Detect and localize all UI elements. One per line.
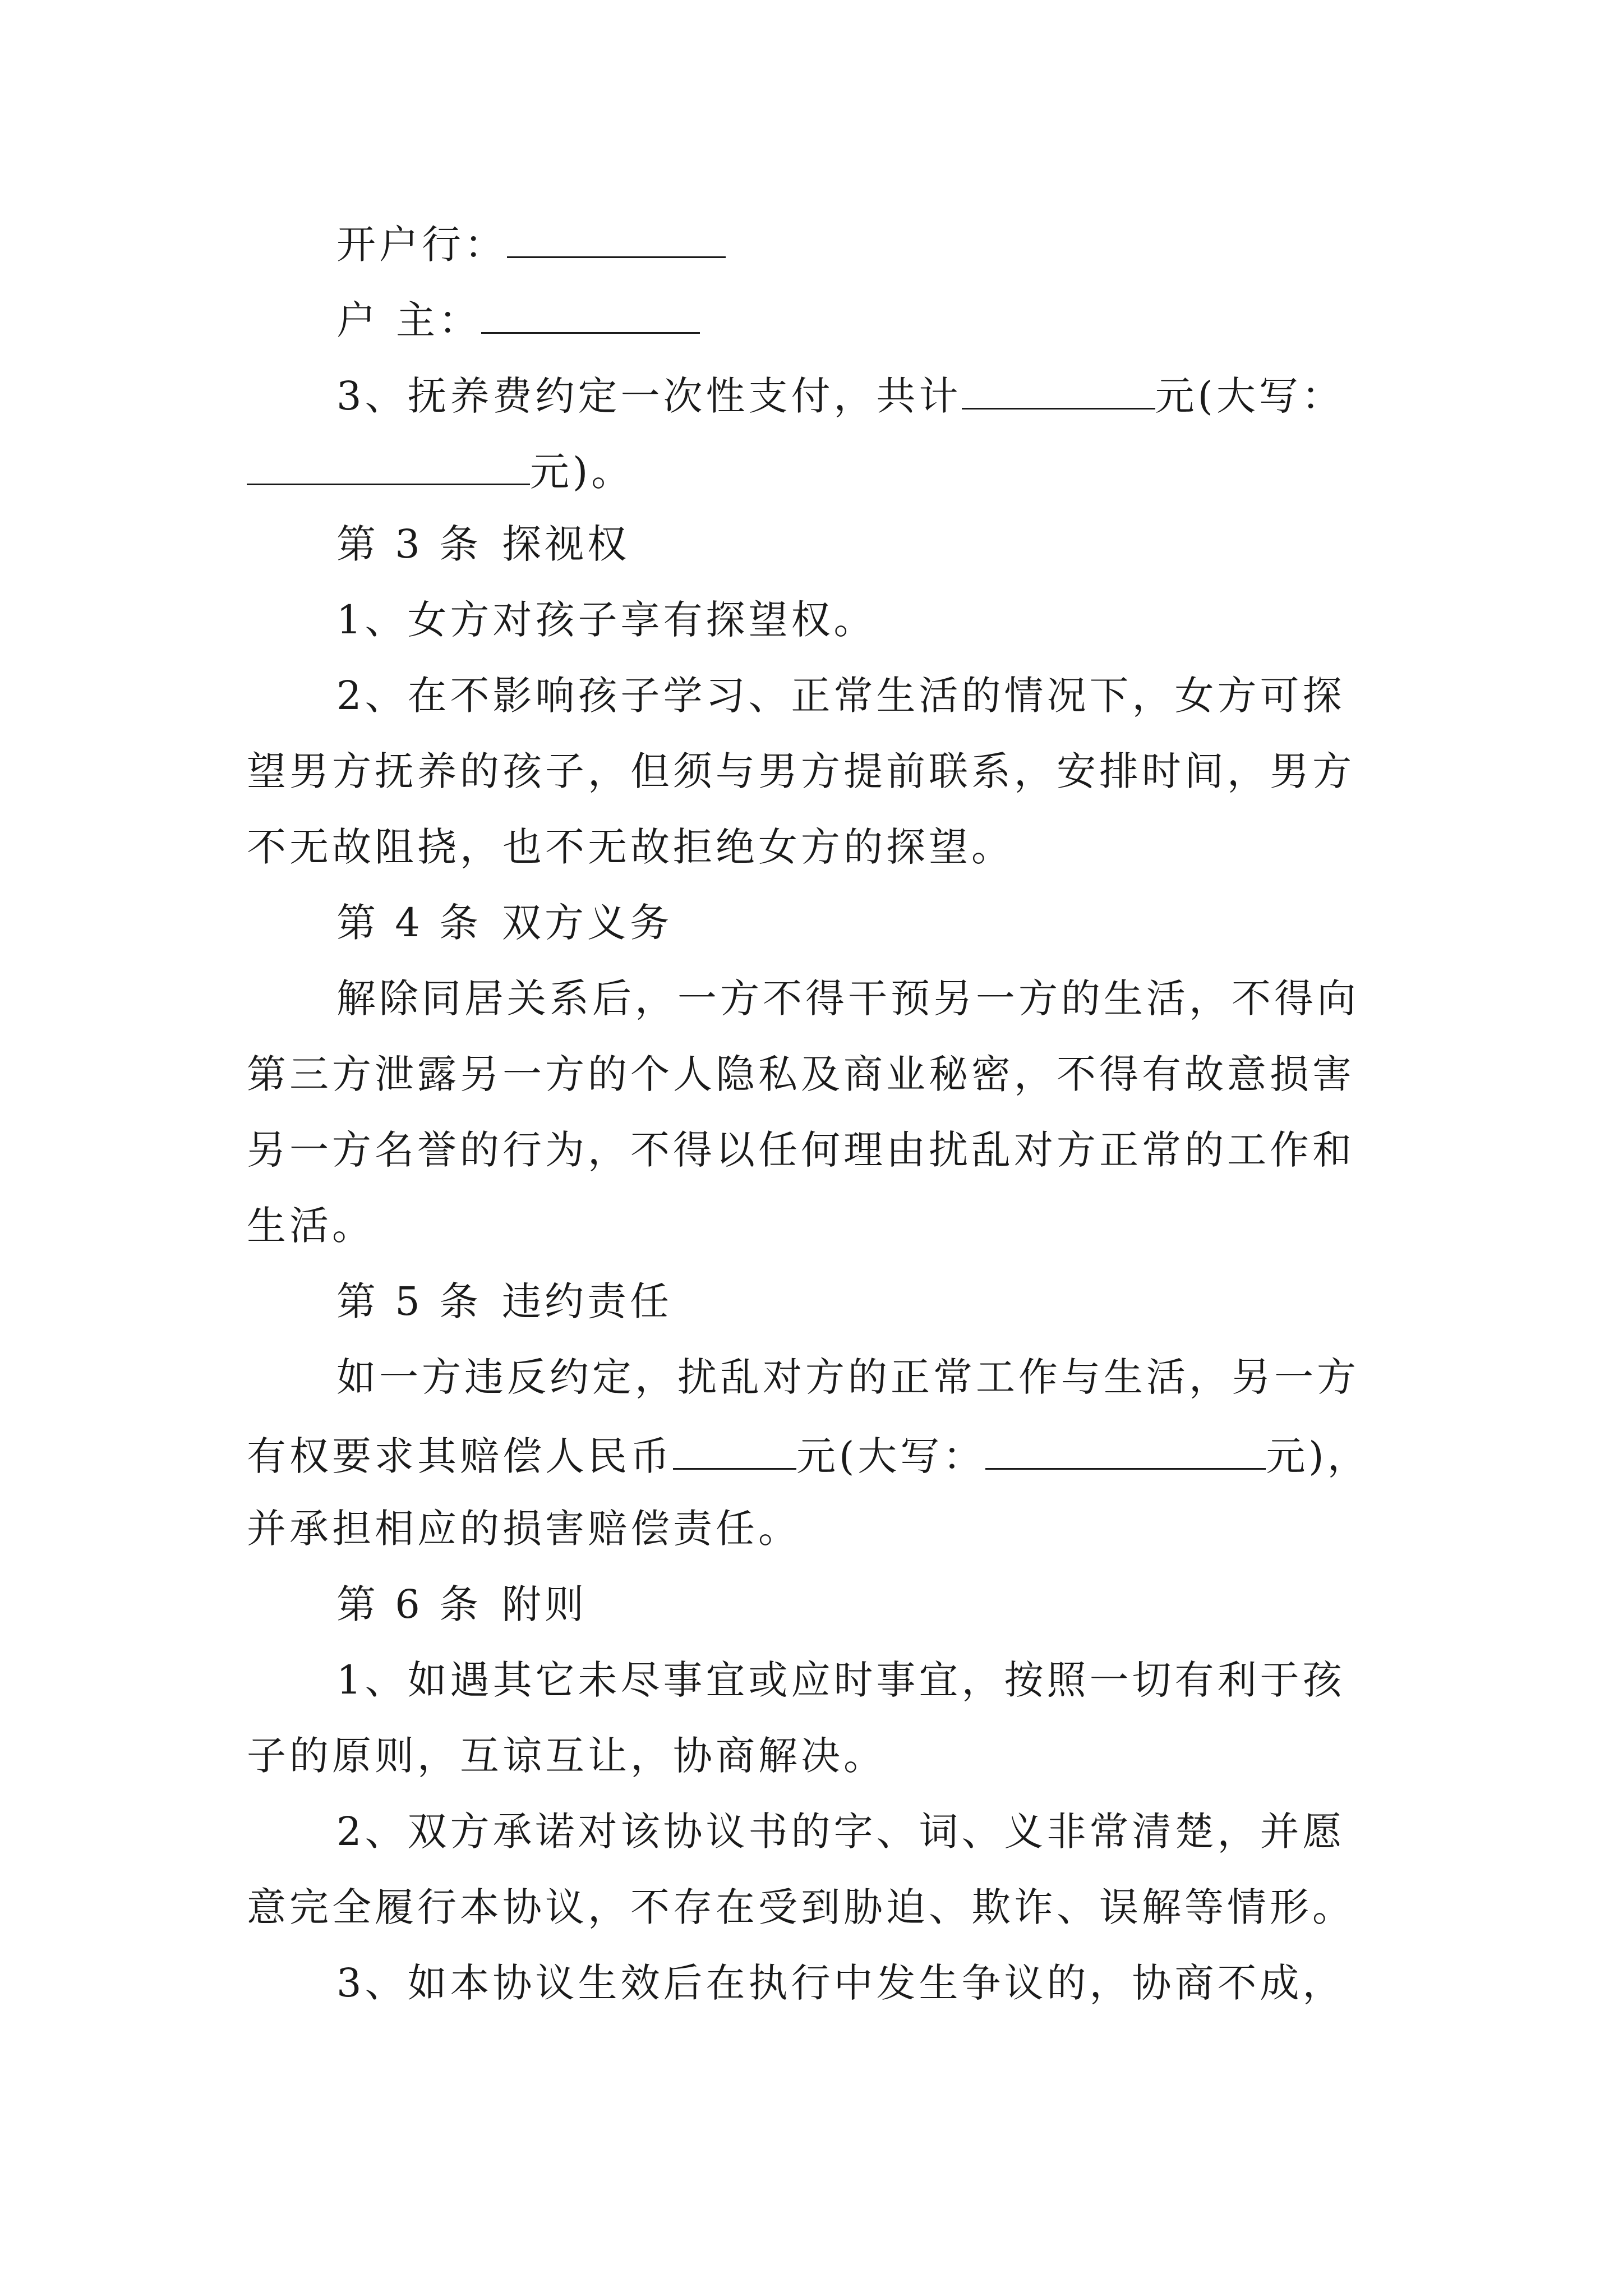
paragraph-line: 解除同居关系后，一方不得干预另一方的生活，不得向 bbox=[336, 976, 1359, 1022]
article-4-title: 双方义务 bbox=[502, 900, 673, 946]
bank-line bbox=[336, 222, 726, 268]
compensation-caps-blank[interactable] bbox=[985, 1433, 1266, 1470]
article-6-title: 附则 bbox=[502, 1581, 588, 1627]
support-fee-text: 3、抚养费约定一次性支付，共计 bbox=[336, 373, 962, 419]
paragraph-line: 2、在不影响孩子学习、正常生活的情况下，女方可探 bbox=[336, 673, 1345, 719]
article-5-title: 违约责任 bbox=[502, 1278, 673, 1324]
paragraph-line: 另一方名誉的行为，不得以任何理由扰乱对方正常的工作和 bbox=[247, 1127, 1355, 1173]
article-4-heading bbox=[336, 900, 673, 946]
paragraph-line: 3、如本协议生效后在执行中发生争议的，协商不成， bbox=[336, 1960, 1345, 2006]
account-holder-blank[interactable] bbox=[481, 297, 700, 334]
account-holder-line bbox=[336, 297, 700, 343]
compensation-text: 有权要求其赔偿人民币 bbox=[247, 1433, 673, 1479]
article-5-heading bbox=[336, 1278, 673, 1324]
compensation-line bbox=[247, 1433, 1370, 1479]
support-fee-amount-blank[interactable] bbox=[962, 373, 1155, 409]
support-fee-caps-blank[interactable] bbox=[247, 449, 530, 485]
paragraph-line: 生活。 bbox=[247, 1203, 375, 1249]
paragraph-line: 意完全履行本协议，不存在受到胁迫、欺诈、误解等情形。 bbox=[247, 1884, 1355, 1930]
compensation-amount-blank[interactable] bbox=[673, 1433, 796, 1470]
article-5-number: 第 5 条 bbox=[336, 1278, 482, 1324]
compensation-caps-end: 元)， bbox=[1266, 1433, 1370, 1479]
account-holder-label-b: 主： bbox=[396, 297, 481, 343]
paragraph-line: 第三方泄露另一方的个人隐私及商业秘密，不得有故意损害 bbox=[247, 1051, 1355, 1097]
article-6-heading bbox=[336, 1581, 588, 1627]
paragraph-line: 并承担相应的损害赔偿责任。 bbox=[247, 1506, 801, 1552]
paragraph-line: 子的原则，互谅互让，协商解决。 bbox=[247, 1733, 886, 1779]
support-fee-caps-end: 元)。 bbox=[530, 449, 634, 495]
paragraph-line: 2、双方承诺对该协议书的字、词、义非常清楚，并愿 bbox=[336, 1809, 1345, 1855]
support-fee-caps-line bbox=[247, 449, 634, 495]
compensation-caps-label: 元(大写： bbox=[796, 1433, 986, 1479]
paragraph-line: 1、女方对孩子享有探望权。 bbox=[336, 597, 877, 643]
article-3-title: 探视权 bbox=[502, 521, 630, 567]
article-4-number: 第 4 条 bbox=[336, 900, 482, 946]
paragraph-line: 望男方抚养的孩子，但须与男方提前联系，安排时间，男方 bbox=[247, 748, 1355, 794]
article-6-number: 第 6 条 bbox=[336, 1581, 482, 1627]
bank-label: 开户行： bbox=[336, 222, 507, 268]
support-fee-caps-label: 元(大写： bbox=[1155, 373, 1344, 419]
account-holder-label-a: 户 bbox=[336, 297, 379, 343]
paragraph-line: 1、如遇其它未尽事宜或应时事宜，按照一切有利于孩 bbox=[336, 1657, 1345, 1703]
article-3-heading bbox=[336, 521, 630, 567]
bank-blank[interactable] bbox=[507, 222, 726, 258]
paragraph-line: 不无故阻挠，也不无故拒绝女方的探望。 bbox=[247, 824, 1014, 870]
support-fee-line bbox=[336, 373, 1344, 419]
article-3-number: 第 3 条 bbox=[336, 521, 482, 567]
paragraph-line: 如一方违反约定，扰乱对方的正常工作与生活，另一方 bbox=[336, 1354, 1359, 1400]
